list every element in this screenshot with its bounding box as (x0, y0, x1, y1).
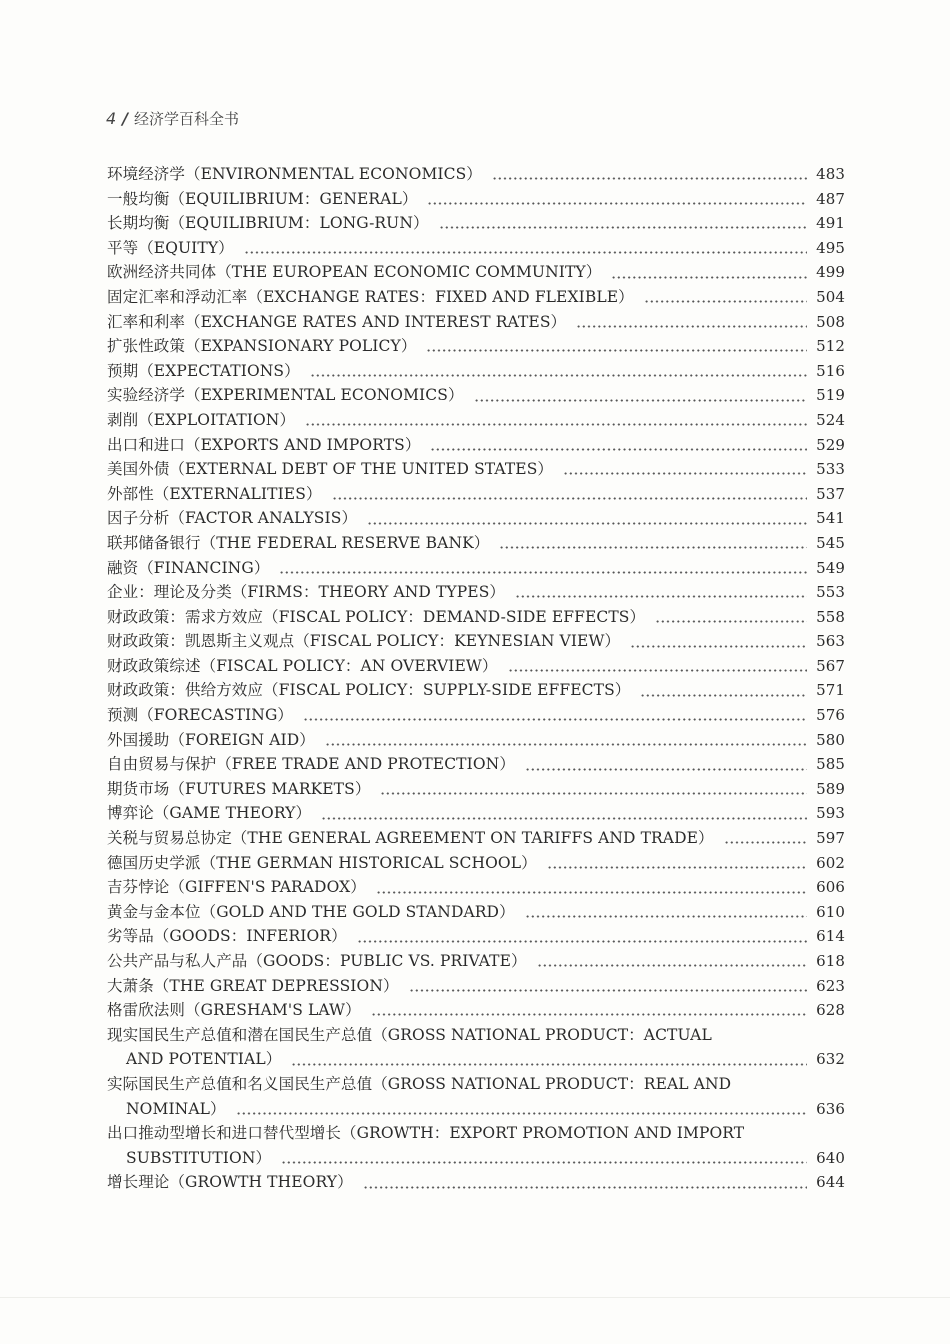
toc-entry-line (107, 900, 845, 925)
toc-entry (107, 752, 845, 777)
dot-leader (357, 930, 807, 944)
header-book-title: 经济学百科全书 (134, 110, 240, 128)
toc-entry-line (107, 531, 845, 556)
toc-entry-line (107, 998, 845, 1023)
toc-entry (107, 629, 845, 654)
toc-entry (107, 900, 845, 925)
toc-entry-page-number: 519 (816, 386, 845, 405)
toc-entry (107, 777, 845, 802)
dot-leader (367, 512, 807, 526)
dot-leader (321, 807, 807, 821)
toc-entry (107, 408, 845, 433)
dot-leader (332, 487, 807, 501)
toc-entry-line (107, 359, 845, 384)
toc-entry (107, 728, 845, 753)
toc-entry-page-number: 553 (816, 583, 845, 602)
toc-entry-title: 大萧条（THE GREAT DEPRESSION） (107, 976, 399, 995)
toc-entry-title: 实际国民生产总值和名义国民生产总值（GROSS NATIONAL PRODUCT：REAL AND (107, 1074, 732, 1093)
toc-entry (107, 556, 845, 581)
toc-entry-title: 财政政策：需求方效应（FISCAL POLICY：DEMAND-SIDE EFFECTS） (107, 607, 646, 626)
toc-entry (107, 285, 845, 310)
toc-entry-page-number: 614 (816, 927, 845, 946)
toc-entry-title: 环境经济学（ENVIRONMENTAL ECONOMICS） (107, 165, 482, 183)
toc-entry-line (107, 826, 845, 851)
toc-entry-page-number: 508 (816, 312, 845, 331)
toc-entry-line (107, 728, 845, 753)
toc-entry-page-number: 524 (816, 410, 845, 429)
toc-entry (107, 506, 845, 531)
toc-entry-title: 格雷欣法则（GRESHAM'S LAW） (107, 1001, 361, 1020)
toc-entry-page-number: 512 (816, 337, 845, 356)
toc-entry (107, 826, 845, 851)
toc-entry (107, 949, 845, 974)
toc-entry-page-number: 549 (816, 558, 845, 577)
toc-entry-page-number: 618 (816, 952, 845, 970)
toc-entry-title: 剥削（EXPLOITATION） (107, 410, 296, 429)
toc-entry-line (107, 1072, 845, 1097)
toc-entry-title: 欧洲经济共同体（THE EUROPEAN ECONOMIC COMMUNITY） (107, 263, 602, 282)
toc-entry-line (107, 310, 845, 335)
toc-entry (107, 580, 845, 605)
dot-leader (525, 905, 807, 919)
dot-leader (576, 315, 807, 329)
dot-leader (426, 339, 807, 353)
toc-entry-line (107, 654, 845, 679)
toc-entry-line (107, 556, 845, 581)
toc-entry-line (107, 949, 845, 974)
toc-entry-continuation-line (107, 1146, 845, 1171)
toc-entry-title: 财政政策：供给方效应（FISCAL POLICY：SUPPLY-SIDE EFFECTS） (107, 681, 631, 700)
toc-entry (107, 187, 845, 212)
toc-entry-title: 现实国民生产总值和潜在国民生产总值（GROSS NATIONAL PRODUCT：ACTUAL (107, 1025, 712, 1044)
toc-entry-page-number: 593 (816, 804, 845, 823)
toc-entry-title: 扩张性政策（EXPANSIONARY POLICY） (107, 337, 417, 356)
toc-entry-line (107, 236, 845, 261)
dot-leader (363, 1176, 807, 1190)
toc-entry-title: 外部性（EXTERNALITIES） (107, 484, 322, 503)
toc-entry-title: 出口和进口（EXPORTS AND IMPORTS） (107, 435, 421, 454)
toc-entry-line (107, 334, 845, 359)
toc-entry-title: 汇率和利率（EXCHANGE RATES AND INTEREST RATES） (107, 312, 567, 331)
toc-entry-title: 一般均衡（EQUILIBRIUM：GENERAL） (107, 189, 418, 208)
toc-entry-line (107, 580, 845, 605)
dot-leader (644, 290, 807, 304)
dot-leader (303, 708, 807, 722)
dot-leader (281, 1151, 807, 1165)
toc-entry-line (107, 777, 845, 802)
toc-entry (107, 433, 845, 458)
toc-entry (107, 703, 845, 728)
toc-entry-title: 自由贸易与保护（FREE TRADE AND PROTECTION） (107, 755, 515, 774)
dot-leader (655, 610, 807, 624)
toc-entry-page-number: 533 (816, 460, 845, 479)
toc-entry-line (107, 974, 845, 999)
toc-entry-page-number: 537 (816, 484, 845, 503)
toc-entry-title: AND POTENTIAL） (126, 1050, 282, 1069)
page-edge-divider (0, 1297, 950, 1298)
toc-entry-page-number: 529 (816, 435, 845, 454)
toc-entry-line (107, 605, 845, 630)
toc-entry-title: 德国历史学派（THE GERMAN HISTORICAL SCHOOL） (107, 853, 537, 872)
dot-leader (724, 831, 807, 845)
toc-entry (107, 383, 845, 408)
toc-entry (107, 1121, 845, 1170)
toc-entry-page-number: 504 (816, 287, 845, 306)
dot-leader (611, 266, 807, 280)
toc-entry-page-number: 499 (816, 263, 845, 282)
toc-entry-page-number: 491 (816, 214, 845, 233)
toc-entry-page-number: 602 (816, 853, 845, 872)
toc-entry-line (107, 482, 845, 507)
table-of-contents (107, 162, 845, 1195)
toc-entry-title: 出口推动型增长和进口替代型增长（GROWTH：EXPORT PROMOTION AND IMPORT (107, 1124, 745, 1143)
toc-entry (107, 801, 845, 826)
toc-entry-page-number: 495 (816, 238, 845, 257)
toc-entry-page-number: 558 (816, 607, 845, 626)
toc-entry-page-number: 487 (816, 189, 845, 208)
toc-entry-page-number: 516 (816, 361, 845, 380)
toc-entry (107, 605, 845, 630)
toc-entry-title: 外国援助（FOREIGN AID） (107, 730, 315, 749)
toc-entry-page-number: 610 (816, 902, 845, 921)
toc-entry (107, 359, 845, 384)
toc-entry-line (107, 260, 845, 285)
toc-entry-page-number: 545 (816, 533, 845, 552)
toc-entry-title: 因子分析（FACTOR ANALYSIS） (107, 509, 358, 528)
dot-leader (508, 659, 807, 673)
toc-entry-title: SUBSTITUTION） (126, 1148, 272, 1167)
toc-entry-line (107, 457, 845, 482)
toc-entry (107, 974, 845, 999)
toc-entry (107, 875, 845, 900)
toc-entry (107, 310, 845, 335)
toc-entry-line (107, 383, 845, 408)
toc-entry-title: 增长理论（GROWTH THEORY） (107, 1173, 353, 1192)
toc-entry (107, 236, 845, 261)
toc-entry-line (107, 1023, 845, 1048)
toc-entry (107, 1072, 845, 1121)
dot-leader (371, 1003, 807, 1017)
dot-leader (492, 167, 807, 181)
toc-entry-page-number: 597 (816, 829, 845, 848)
dot-leader (474, 389, 807, 403)
toc-entry (107, 1023, 845, 1072)
dot-leader (427, 192, 807, 206)
toc-entry (107, 482, 845, 507)
dot-leader (430, 438, 807, 452)
toc-entry (107, 678, 845, 703)
dot-leader (376, 881, 807, 895)
toc-entry-page-number: 606 (816, 878, 845, 897)
toc-entry-title: 财政政策：凯恩斯主义观点（FISCAL POLICY：KEYNESIAN VIEW） (107, 632, 621, 651)
toc-entry-title: 吉芬悖论（GIFFEN'S PARADOX） (107, 878, 366, 897)
dot-leader (291, 1053, 807, 1067)
toc-entry-page-number: 580 (816, 730, 845, 749)
toc-entry-line (107, 851, 845, 876)
dot-leader (515, 585, 807, 599)
toc-entry-line (107, 506, 845, 531)
toc-entry-page-number: 571 (816, 681, 845, 700)
toc-entry-page-number: 541 (816, 509, 845, 528)
toc-entry-page-number: 636 (816, 1099, 845, 1118)
toc-entry-page-number: 628 (816, 1001, 845, 1020)
dot-leader (244, 241, 807, 255)
dot-leader (310, 364, 807, 378)
dot-leader (325, 733, 807, 747)
toc-entry-title: 企业：理论及分类（FIRMS：THEORY AND TYPES） (107, 583, 506, 602)
toc-entry-title: 长期均衡（EQUILIBRIUM：LONG-RUN） (107, 214, 429, 233)
toc-entry-title: 公共产品与私人产品（GOODS：PUBLIC VS. PRIVATE） (107, 952, 527, 970)
toc-entry-title: 关税与贸易总协定（THE GENERAL AGREEMENT ON TARIFFS AND TRADE） (107, 829, 714, 848)
toc-entry (107, 1170, 845, 1195)
toc-entry-line (107, 187, 845, 212)
dot-leader (640, 684, 807, 698)
running-header (106, 108, 239, 129)
toc-entry-line (107, 801, 845, 826)
dot-leader (409, 979, 807, 993)
dot-leader (305, 413, 807, 427)
toc-entry-page-number: 644 (816, 1173, 845, 1192)
toc-entry (107, 211, 845, 236)
toc-entry (107, 531, 845, 556)
toc-entry-title: 博弈论（GAME THEORY） (107, 804, 312, 823)
toc-entry-line (107, 211, 845, 236)
toc-entry-page-number: 640 (816, 1148, 845, 1167)
toc-entry (107, 334, 845, 359)
header-separator: / (122, 109, 129, 128)
toc-entry-title: 期货市场（FUTURES MARKETS） (107, 779, 371, 798)
toc-entry-line (107, 1121, 845, 1146)
toc-entry-line (107, 433, 845, 458)
toc-entry-page-number: 576 (816, 706, 845, 725)
toc-entry-continuation-line (107, 1097, 845, 1122)
toc-entry-title: NOMINAL） (126, 1099, 226, 1118)
header-page-number: 4 (106, 109, 117, 128)
toc-entry-page-number: 567 (816, 656, 845, 675)
toc-entry-title: 联邦储备银行（THE FEDERAL RESERVE BANK） (107, 533, 490, 552)
toc-entry-page-number: 589 (816, 779, 845, 798)
toc-entry-title: 固定汇率和浮动汇率（EXCHANGE RATES：FIXED AND FLEXIBLE） (107, 287, 634, 306)
toc-entry-line (107, 285, 845, 310)
toc-entry-page-number: 632 (816, 1050, 845, 1069)
dot-leader (439, 216, 807, 230)
toc-entry-title: 预期（EXPECTATIONS） (107, 361, 300, 380)
toc-entry-title: 黄金与金本位（GOLD AND THE GOLD STANDARD） (107, 902, 515, 921)
toc-entry-line (107, 752, 845, 777)
dot-leader (563, 462, 807, 476)
toc-entry (107, 260, 845, 285)
dot-leader (236, 1102, 807, 1116)
toc-entry-title: 劣等品（GOODS：INFERIOR） (107, 927, 347, 946)
toc-entry-line (107, 924, 845, 949)
toc-entry (107, 851, 845, 876)
toc-entry-title: 平等（EQUITY） (107, 238, 234, 257)
toc-entry-title: 预测（FORECASTING） (107, 706, 294, 725)
toc-entry-title: 美国外债（EXTERNAL DEBT OF THE UNITED STATES） (107, 460, 554, 479)
dot-leader (547, 856, 807, 870)
toc-entry (107, 162, 845, 187)
toc-entry-title: 融资（FINANCING） (107, 558, 270, 577)
toc-entry-line (107, 875, 845, 900)
toc-entry-title: 财政政策综述（FISCAL POLICY：AN OVERVIEW） (107, 656, 498, 675)
toc-entry (107, 457, 845, 482)
dot-leader (380, 782, 807, 796)
dot-leader (537, 954, 807, 968)
toc-entry-line (107, 162, 845, 187)
toc-entry-page-number: 585 (816, 755, 845, 774)
dot-leader (499, 536, 807, 550)
toc-entry-line (107, 629, 845, 654)
toc-entry (107, 654, 845, 679)
toc-entry-line (107, 408, 845, 433)
toc-entry-line (107, 678, 845, 703)
toc-entry-line (107, 703, 845, 728)
toc-entry-continuation-line (107, 1047, 845, 1072)
toc-entry-page-number: 483 (816, 165, 845, 183)
toc-entry-page-number: 623 (816, 976, 845, 995)
toc-entry-page-number: 563 (816, 632, 845, 651)
dot-leader (279, 561, 807, 575)
toc-entry (107, 924, 845, 949)
toc-entry-line (107, 1170, 845, 1195)
dot-leader (525, 758, 807, 772)
toc-entry-title: 实验经济学（EXPERIMENTAL ECONOMICS） (107, 386, 464, 405)
toc-entry (107, 998, 845, 1023)
dot-leader (630, 635, 807, 649)
